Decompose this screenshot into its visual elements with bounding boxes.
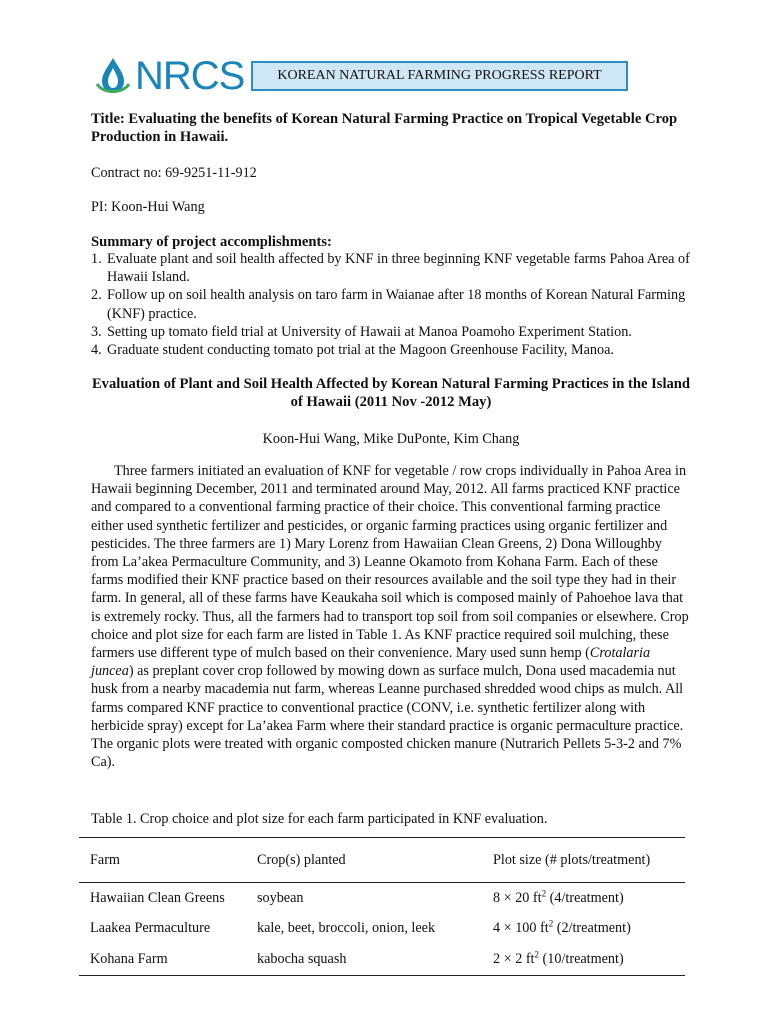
item-number: 3. bbox=[91, 323, 102, 340]
contract-number: Contract no: 69-9251-11-912 bbox=[91, 165, 257, 181]
column-header-crops: Crop(s) planted bbox=[256, 838, 492, 883]
item-number: 4. bbox=[91, 342, 102, 359]
cell-crops: kabocha squash bbox=[256, 943, 492, 976]
table-row bbox=[79, 883, 685, 914]
nrcs-logo bbox=[93, 54, 253, 100]
table-caption: Table 1. Crop choice and plot size for each farm participated in KNF evaluation. bbox=[91, 811, 548, 827]
table-header-row bbox=[79, 838, 685, 883]
logo-text: NRCS bbox=[135, 54, 245, 98]
cell-plot-size: 4 × 100 $ft^2$ (2/treatment) bbox=[493, 918, 631, 936]
cell-farm: Laakea Permaculture bbox=[90, 919, 211, 936]
item-number: 1. bbox=[91, 251, 102, 267]
cell-farm: Hawaiian Clean Greens bbox=[90, 889, 225, 906]
paragraph-text-continued: ) as preplant cover crop followed by mowing down as surface mulch, Dona used macademia nut husk from a nearby macademia nut farm, whereas Leanne purchased shredded wood chips as mulch. All farms compared KNF practice to conventional practice (CONV, i.e. synthetic fertilizer along with herbicide spray) except for La’akea Farm where their standard practice is organic permaculture practice. The organic plots were treated with organic composted chicken manure (Nutrarich Pellets 5-3-2 and 7% Ca). bbox=[91, 663, 684, 771]
list-item bbox=[91, 323, 691, 341]
paragraph-text: Three farmers initiated an evaluation of KNF for vegetable / row crops individually in Pahoa Area in Hawaii beginning December, 2011 and terminated around May, 2012. All farms practiced KNF practice and compared to a conventional farming practice of their choice. This conventional farming practice either used synthetic fertilizer and pesticides, or organic farming practices using organic fertilizer and pesticides. The three farmers are 1) Mary Lorenz from Hawaiian Clean Greens, 2) Dona Willoughby from La’akea Permaculture Community, and 3) Leanne Okamoto from Kohana Farm. Each of these farms modified their KNF practice based on their resources available and the soil type they had in their farm. In general, all of these farms have Keaukaha soil which is composed mainly of Pahoehoe lava that is extremely rocky. Thus, all the farmers had to transport top soil from soil companies or elsewhere. Crop choice and plot size for each farm are listed in Table 1. As KNF practice required soil mulching, these farmers use different type of mulch based on their convenience. Mary used sunn hemp ( bbox=[91, 463, 689, 662]
document-title: Title: Evaluating the benefits of Korean Natural Farming Practice on Tropical Vegetable Crop Production in Hawaii. bbox=[91, 111, 678, 146]
crop-table bbox=[79, 837, 685, 976]
cell-plot-size: 8 × 20 $ft^2$ (4/treatment) bbox=[493, 888, 624, 906]
summary-heading: Summary of project accomplishments: bbox=[91, 234, 332, 250]
list-item bbox=[91, 341, 691, 359]
cell-crops: soybean bbox=[257, 889, 304, 906]
item-number: 2. bbox=[91, 287, 102, 304]
list-item bbox=[91, 286, 691, 322]
table-row bbox=[79, 943, 685, 976]
species-name: Crotalaria juncea bbox=[91, 645, 651, 680]
summary-list bbox=[91, 250, 691, 359]
table-row bbox=[79, 913, 685, 943]
item-text: Evaluate plant and soil health affected by KNF in three beginning KNF vegetable farms Pahoa Area of Hawaii Island. bbox=[107, 251, 690, 286]
column-header-plot-size: Plot size (# plots/treatment) bbox=[492, 838, 685, 883]
column-header-farm: Farm bbox=[79, 838, 256, 883]
item-text: Setting up tomato field trial at University of Hawaii at Manoa Poamoho Experiment Station. bbox=[107, 323, 632, 340]
body-paragraph bbox=[91, 462, 691, 771]
list-item bbox=[91, 250, 691, 286]
principal-investigator: PI: Koon-Hui Wang bbox=[91, 199, 205, 215]
authors: Koon-Hui Wang, Mike DuPonte, Kim Chang bbox=[262, 431, 520, 447]
section-title: Evaluation of Plant and Soil Health Affected by Korean Natural Farming Practices in the Island of Hawaii (2011 Nov -2012 May) bbox=[91, 376, 691, 411]
report-banner: KOREAN NATURAL FARMING PROGRESS REPORT bbox=[251, 61, 628, 91]
cell-farm: Kohana Farm bbox=[79, 943, 256, 976]
cell-crops: kale, beet, broccoli, onion, leek bbox=[257, 919, 436, 936]
item-text: Follow up on soil health analysis on taro farm in Waianae after 18 months of Korean Natural Farming (KNF) practice. bbox=[107, 287, 686, 322]
water-drop-icon bbox=[93, 54, 133, 98]
cell-plot-size: 2 × 2 $ft^2$ (10/treatment) bbox=[492, 943, 685, 976]
item-text: Graduate student conducting tomato pot trial at the Magoon Greenhouse Facility, Manoa. bbox=[107, 342, 614, 359]
